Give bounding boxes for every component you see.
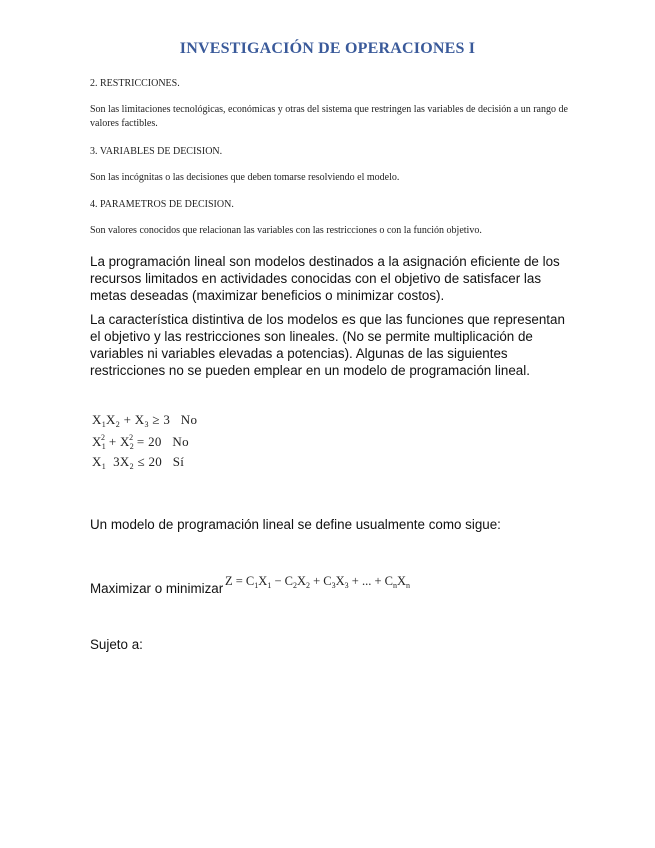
paragraph-characteristic: La característica distintiva de los modelos es que las funciones que representan el objetivo y las restricciones son lineales. (No se permite multiplicación de variables ni variables elevadas a potencias). Algunas de las siguientes restricciones no se pueden emplear en un modelo de programación lineal. — [90, 312, 565, 378]
section-body-parametros: Son valores conocidos que relacionan las variables con las restricciones o con la función objetivo. — [90, 225, 482, 236]
equation-1-tag: No — [180, 412, 198, 427]
equation-3-rhs: 20 — [148, 454, 163, 469]
equation-1: $X_1X_2 + X_3 \ge 3$ No — [92, 412, 198, 429]
maximize-label: Maximizar o minimizar — [90, 581, 224, 596]
equation-3-tag: Sí — [172, 454, 185, 469]
section-body-variables: Son las incógnitas o las decisiones que deben tomarse resolviendo el modelo. — [90, 172, 400, 183]
equation-2: $X_1^2 + X_2^2 = 20$ No — [92, 433, 189, 451]
section-heading-parametros: 4. PARAMETROS DE DECISION. — [90, 199, 234, 210]
section-heading-restricciones: 2. RESTRICCIONES. — [90, 78, 180, 89]
equation-1-rhs: 3 — [163, 412, 171, 427]
page-title: INVESTIGACIÓN DE OPERACIONES I — [179, 40, 476, 57]
equation-3: $X_1$ $3X_2 \le 20$ Sí — [92, 454, 185, 471]
subject-to-label: Sujeto a: — [90, 637, 143, 652]
section-body-restricciones: Son las limitaciones tecnológicas, económicas y otras del sistema que restringen las variables de decisión a un rango de valores factibles. — [90, 104, 568, 129]
equation-2-tag: No — [172, 434, 189, 449]
section-heading-variables: 3. VARIABLES DE DECISION. — [90, 146, 223, 157]
equation-2-rhs: 20 — [148, 434, 162, 449]
objective-function: $Z = C_1X_1 - C_2X_2 + C_3X_3$ + ... + $C_nX_n$ — [225, 574, 410, 590]
paragraph-definition: La programación lineal son modelos destinados a la asignación eficiente de los recursos limitados en actividades conocidas con el objetivo de satisfacer las metas deseadas (maximizar beneficios o minimizar costos). — [90, 254, 560, 303]
paragraph-model-intro: Un modelo de programación lineal se define usualmente como sigue: — [90, 517, 501, 532]
